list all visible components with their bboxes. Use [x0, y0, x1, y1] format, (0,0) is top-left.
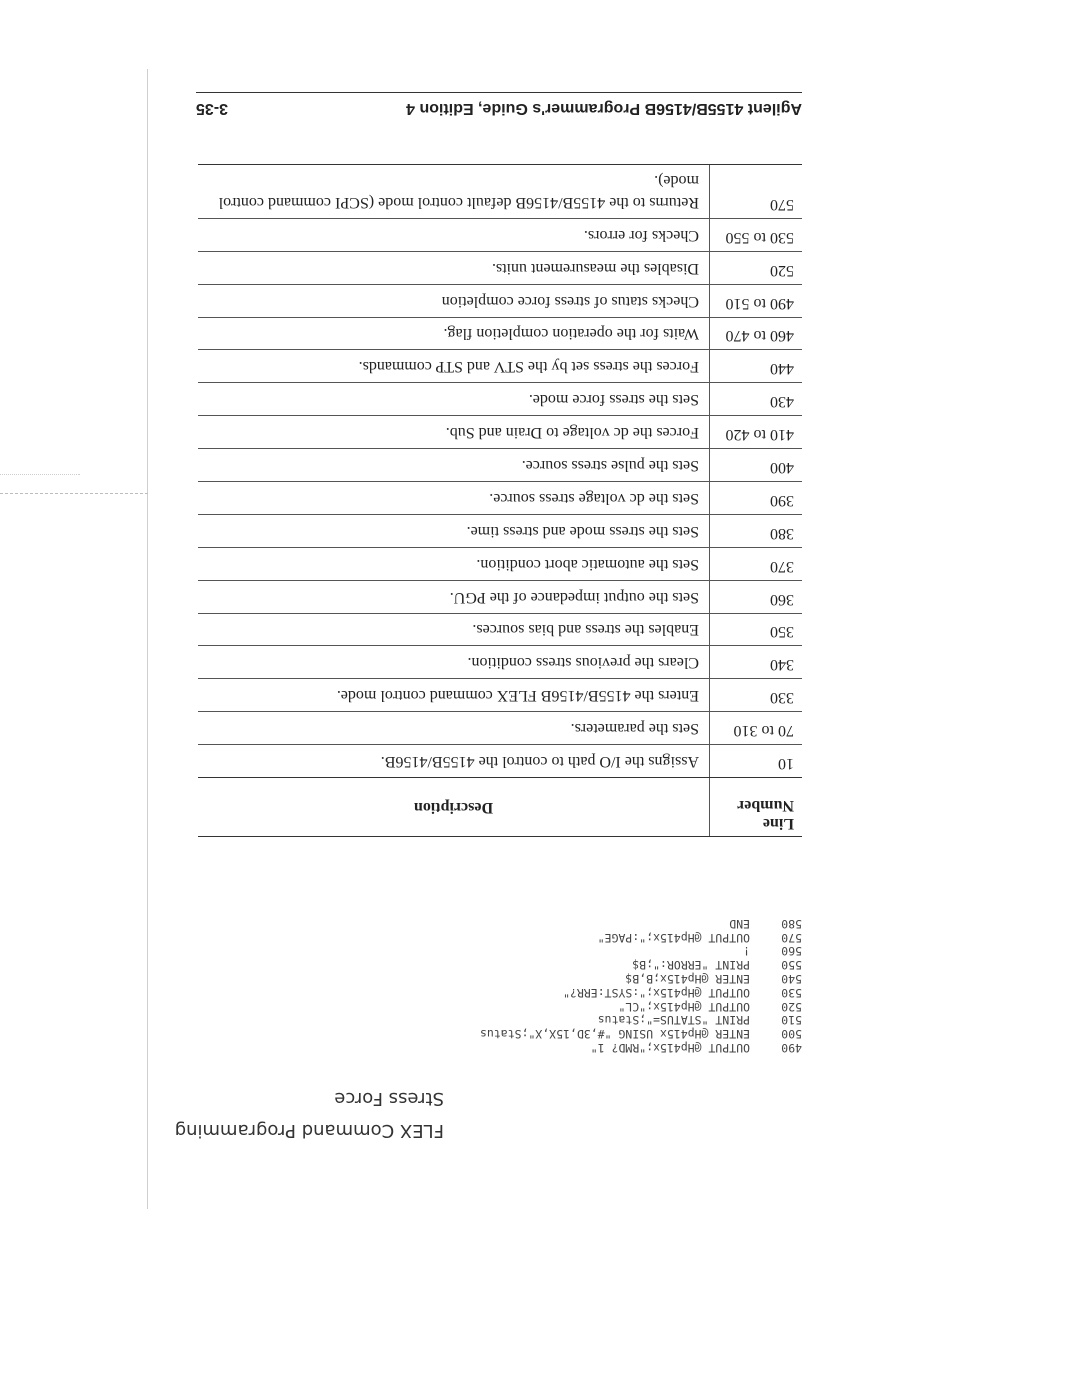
code-line-text: OUTPUT @Hp415x;":PAGE": [597, 930, 750, 945]
table-row: [198, 745, 802, 777]
code-line-number: 570: [781, 930, 802, 945]
table-row: [198, 482, 802, 515]
code-line-text: OUTPUT @Hp415x;"CL": [618, 999, 750, 1014]
line-number-cell: 370: [709, 548, 802, 580]
code-line: [480, 944, 802, 958]
description-cell: Waits for the operation completion flag.: [443, 325, 699, 343]
line-number-cell: 360: [709, 581, 802, 613]
line-number-cell: 340: [709, 646, 802, 678]
table-row: [198, 614, 802, 647]
line-number-cell: 350: [709, 614, 802, 646]
code-line-text: ENTER @Hp415x;B,B$: [625, 972, 750, 987]
scan-artifact-line: [0, 493, 148, 494]
line-number-cell: 70 to 310: [709, 712, 802, 744]
line-number-cell: 520: [709, 252, 802, 284]
description-cell: Assigns the I/O path to control the 4155B/4156B.: [380, 753, 699, 770]
description-cell: Returns to the 4155B/4156B default control mode (SCPI command control mode).: [218, 171, 699, 211]
table-row: [198, 449, 802, 482]
description-cell: Sets the dc voltage stress source.: [489, 489, 699, 507]
code-line: [480, 916, 802, 930]
line-number-cell: 10: [709, 745, 802, 777]
line-number-cell: 570: [709, 165, 802, 218]
table-row: [198, 252, 802, 285]
code-line-text: END: [729, 916, 750, 931]
table-row: [198, 581, 802, 614]
code-line-number: 520: [781, 999, 802, 1014]
table-row: [198, 548, 802, 581]
table-row: [198, 679, 802, 712]
description-cell: Disables the measurement units.: [491, 259, 699, 277]
description-cell: Clears the previous stress condition.: [467, 654, 699, 672]
line-number-cell: 460 to 470: [709, 318, 802, 350]
code-line: [480, 971, 802, 985]
line-number-cell: 400: [709, 449, 802, 481]
line-number-cell: 330: [709, 679, 802, 711]
code-line: [480, 1013, 802, 1027]
header-line-number: Line Number: [709, 778, 802, 836]
header-description: Description: [413, 799, 494, 816]
table-row: [198, 285, 802, 318]
table-row: [198, 383, 802, 416]
table-row: [198, 515, 802, 548]
section-title: Stress Force: [334, 1088, 444, 1109]
footer-guide-title: Agilent 4155B/4156B Programmer's Guide, Edition 4: [406, 100, 802, 117]
description-cell: Enters the 4155B/4156B FLEX command control mode.: [336, 687, 699, 705]
description-cell: Sets the stress mode and stress time.: [466, 522, 699, 540]
code-line-number: 560: [781, 944, 802, 959]
table-row: [198, 646, 802, 679]
code-line: [480, 930, 802, 944]
chapter-title: FLEX Command Programming: [174, 1120, 444, 1141]
table-row: [198, 350, 802, 383]
line-number-cell: 410 to 420: [709, 416, 802, 448]
description-cell: Sets the output impedance of the PGU.: [449, 588, 699, 606]
line-number-cell: 380: [709, 515, 802, 547]
table-row: [198, 219, 802, 252]
table-header-row: [198, 777, 802, 836]
description-cell: Sets the automatic abort condition.: [476, 555, 699, 573]
code-listing: [480, 916, 802, 1054]
description-cell: Sets the pulse stress source.: [521, 456, 699, 474]
description-cell: Checks status of stress force completion: [441, 292, 699, 310]
page-footer: [196, 92, 802, 123]
code-line-number: 500: [781, 1027, 802, 1042]
table-row: [198, 416, 802, 449]
code-line-number: 490: [781, 1041, 802, 1055]
table-row: [198, 318, 802, 351]
line-number-cell: 440: [709, 350, 802, 382]
description-cell: Enables the stress and bias sources.: [472, 621, 699, 639]
code-line: [480, 999, 802, 1013]
code-line-text: OUTPUT @Hp415x;"RMD? 1": [590, 1041, 750, 1055]
description-cell: Forces the dc voltage to Drain and Sub.: [445, 424, 699, 442]
line-number-cell: 390: [709, 482, 802, 514]
code-line-number: 510: [781, 1013, 802, 1028]
code-line-text: PRINT "ERROR:";B$: [632, 958, 750, 973]
scan-artifact-line: [0, 474, 80, 475]
code-line-number: 580: [781, 916, 802, 931]
code-line-number: 530: [781, 985, 802, 1000]
table-row: [198, 712, 802, 745]
code-line-text: PRINT "STATUS=";Status: [597, 1013, 750, 1028]
description-cell: Sets the parameters.: [570, 720, 699, 738]
description-cell: Forces the stress set by the STV and STP commands.: [358, 358, 699, 376]
line-number-cell: 490 to 510: [709, 285, 802, 317]
code-line: [480, 957, 802, 971]
margin-rule: [147, 69, 148, 1209]
table-row: [198, 165, 802, 219]
footer-page-number: 3-35: [196, 100, 229, 117]
line-description-table: [198, 164, 802, 837]
line-number-cell: 530 to 550: [709, 219, 802, 251]
code-line: [480, 1026, 802, 1040]
code-line-text: ENTER @Hp415x USING "#,3D,15X,X";Status: [479, 1027, 750, 1042]
code-line: [480, 1040, 802, 1054]
description-cell: Sets the stress force mode.: [528, 391, 699, 409]
code-line-number: 550: [781, 958, 802, 973]
code-line: [480, 985, 802, 999]
code-line-number: 540: [781, 972, 802, 987]
code-line-text: !: [743, 944, 750, 959]
table-body: [198, 165, 802, 777]
code-line-text: OUTPUT @Hp415x;":SYST:ERR?": [563, 985, 750, 1000]
line-number-cell: 430: [709, 383, 802, 415]
description-cell: Checks for errors.: [583, 226, 699, 244]
